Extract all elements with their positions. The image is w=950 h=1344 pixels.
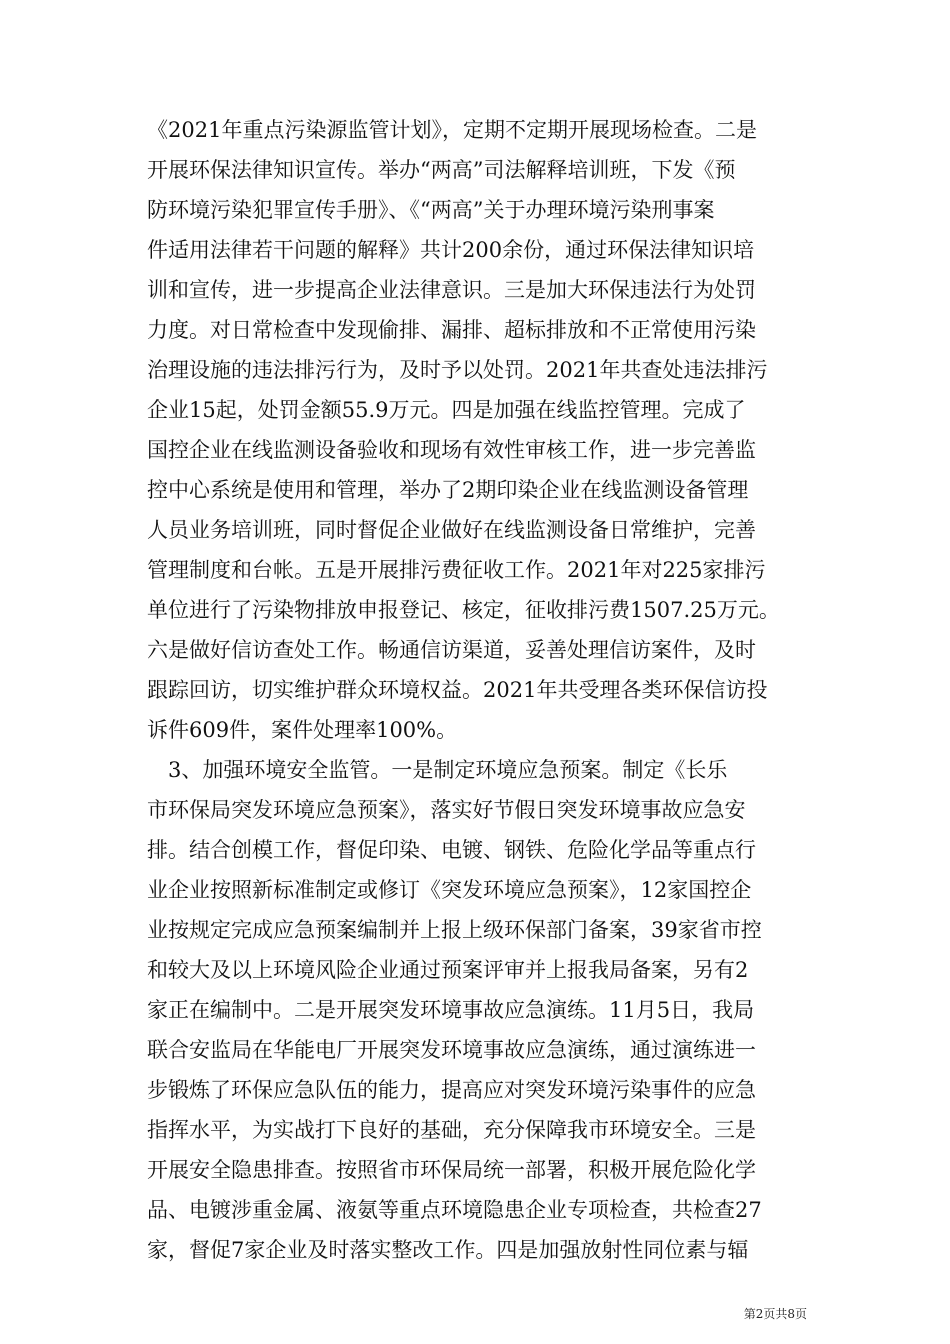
text-line-2: 开展环保法律知识宣传。举办“两高”司法解释培训班，下发《预 [147,158,736,182]
text-line-26: 指挥水平，为实战打下良好的基础，充分保障我市环境安全。三是 [147,1118,756,1142]
text-line-20: 业企业按照新标准制定或修订《突发环境应急预案》，12家国控企 [147,878,752,902]
text-line-12: 管理制度和台帐。五是开展排污费征收工作。2021年对225家排污 [147,558,766,582]
text-line-18: 市环保局突发环境应急预案》，落实好节假日突发环境事故应急安 [147,798,746,822]
text-line-15: 跟踪回访，切实维护群众环境权益。2021年共受理各类环保信访投 [147,678,768,702]
text-line-16: 诉件609件，案件处理率100%。 [147,718,458,742]
text-line-5: 训和宣传，进一步提高企业法律意识。三是加大环保违法行为处罚 [147,278,756,302]
text-line-21: 业按规定完成应急预案编制并上报上级环保部门备案，39家省市控 [147,918,762,942]
text-line-3: 防环境污染犯罪宣传手册》、《“两高”关于办理环境污染刑事案 [147,198,715,222]
text-line-23: 家正在编制中。二是开展突发环境事故应急演练。11月5日，我局 [147,998,755,1022]
text-line-25: 步锻炼了环保应急队伍的能力，提高应对突发环境污染事件的应急 [147,1078,756,1102]
text-line-24: 联合安监局在华能电厂开展突发环境事故应急演练，通过演练进一 [147,1038,756,1062]
text-line-17: 3、加强环境安全监管。一是制定环境应急预案。制定《长乐 [147,758,728,782]
text-line-29: 家，督促7家企业及时落实整改工作。四是加强放射性同位素与辐 [147,1238,749,1262]
page-number: 第2页共8页 [743,1307,807,1321]
text-line-7: 治理设施的违法排污行为，及时予以处罚。2021年共查处违法排污 [147,358,768,382]
text-line-4: 件适用法律若干问题的解释》共计200余份，通过环保法律知识培 [147,238,755,262]
text-line-6: 力度。对日常检查中发现偷排、漏排、超标排放和不正常使用污染 [147,318,756,342]
text-line-11: 人员业务培训班，同时督促企业做好在线监测设备日常维护，完善 [147,518,756,542]
page-footer [0,1306,950,1322]
text-line-13: 单位进行了污染物排放申报登记、核定，征收排污费1507.25万元。 [147,598,780,622]
text-line-8: 企业15起，处罚金额55.9万元。四是加强在线监控管理。完成了 [147,398,746,422]
text-line-9: 国控企业在线监测设备验收和现场有效性审核工作，进一步完善监 [147,438,756,462]
text-line-28: 品、电镀涉重金属、液氨等重点环境隐患企业专项检查，共检查27 [147,1198,762,1222]
text-line-19: 排。结合创模工作，督促印染、电镀、钢铁、危险化学品等重点行 [147,838,756,862]
text-line-1: 《2021年重点污染源监管计划》，定期不定期开展现场检查。二是 [147,118,757,142]
text-line-14: 六是做好信访查处工作。畅通信访渠道，妥善处理信访案件，及时 [147,638,756,662]
text-line-27: 开展安全隐患排查。按照省市环保局统一部署，积极开展危险化学 [147,1158,756,1182]
text-line-22: 和较大及以上环境风险企业通过预案评审并上报我局备案，另有2 [147,958,749,982]
text-line-10: 控中心系统是使用和管理，举办了2期印染企业在线监测设备管理 [147,478,749,502]
